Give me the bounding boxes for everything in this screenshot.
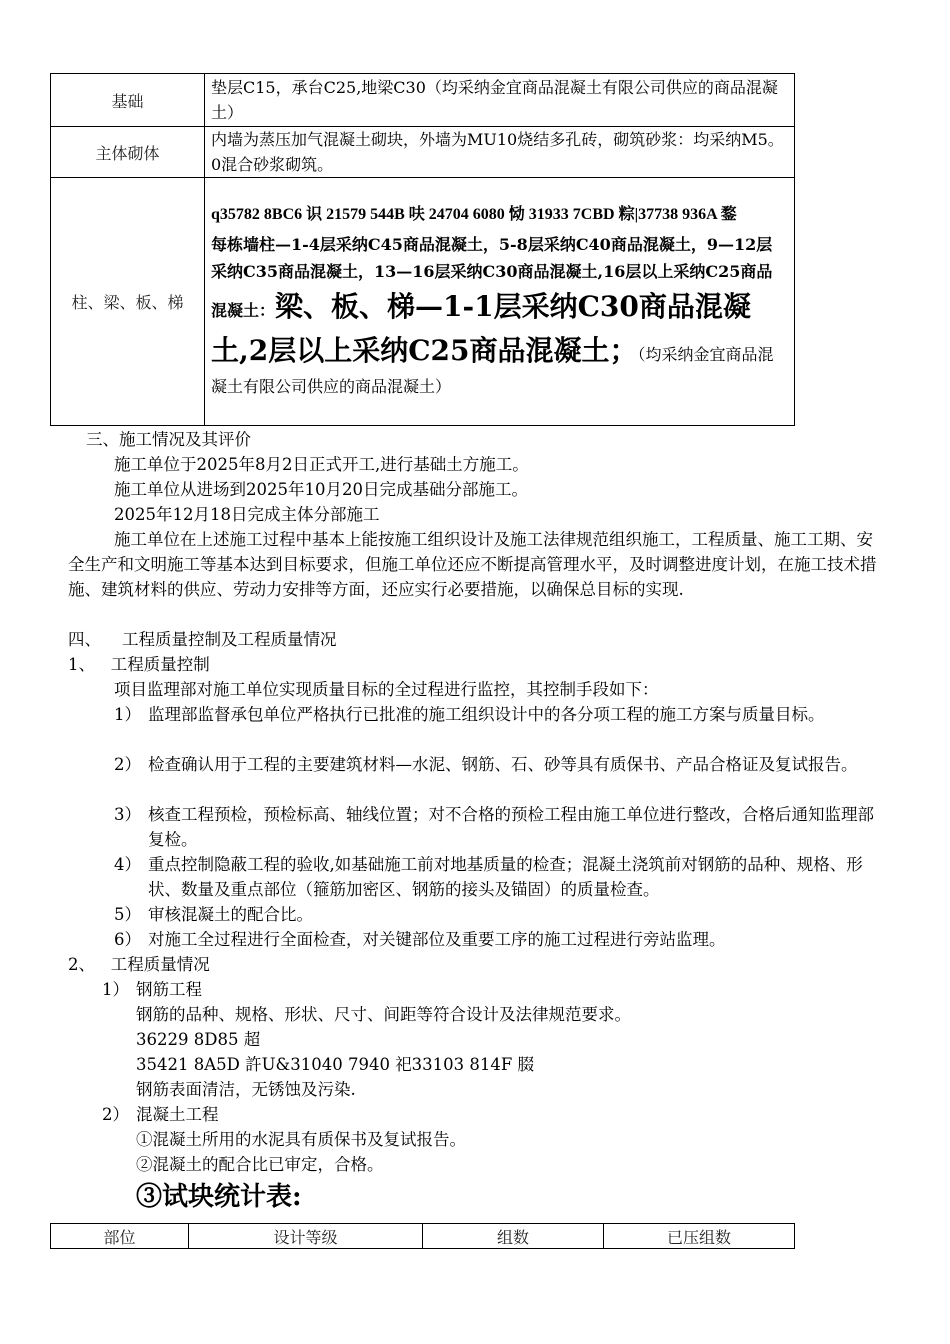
list-item: 监理部监督承包单位严格执行已批准的施工组织设计中的各分项工程的施工方案与质量目标。 <box>148 705 825 724</box>
list-item: 核查工程预检，预检标高、轴线位置；对不合格的预检工程由施工单位进行整改，合格后通知监理部复检。 <box>148 805 874 849</box>
subsection-heading: 1、 工程质量控制 <box>68 655 210 674</box>
column-header: 组数 <box>423 1224 604 1249</box>
paragraph: ①混凝土所用的水泥具有质保书及复试报告。 <box>136 1130 466 1149</box>
paragraph: 钢筋表面清洁，无锈蚀及污染. <box>136 1080 356 1099</box>
list-item: 重点控制隐蔽工程的验收,如基础施工前对地基质量的检查；混凝土浇筑前对钢筋的品种、规格、形状、数量及重点部位（箍筋加密区、钢筋的接头及锚固）的质量检查。 <box>148 855 863 899</box>
list-item: 检查确认用于工程的主要建筑材料—水泥、钢筋、石、砂等具有质保书、产品合格证及复试报告。 <box>148 755 858 774</box>
list-number: 6） <box>114 930 141 949</box>
row-value-structure <box>205 178 795 426</box>
table-header-row <box>51 1224 795 1249</box>
list-item: 对施工全过程进行全面检查，对关键部位及重要工序的施工过程进行旁站监理。 <box>148 930 726 949</box>
garbled-text: 36229 8D85 超 <box>136 1030 261 1049</box>
paragraph: 施工单位于2025年8月2日正式开工,进行基础土方施工。 <box>114 455 529 474</box>
column-header: 部位 <box>51 1224 189 1249</box>
steel-title: 钢筋工程 <box>136 980 202 999</box>
paragraph: 施工单位从进场到2025年10月20日完成基础分部施工。 <box>114 480 528 499</box>
list-item: 审核混凝土的配合比。 <box>148 905 313 924</box>
test-block-heading: ③试块统计表: <box>136 1182 302 1212</box>
list-number: 5） <box>114 905 141 924</box>
row-value-foundation: 垫层C15，承台C25,地梁C30（均采纳金宜商品混凝土有限公司供应的商品混凝土） <box>205 74 795 127</box>
row-label-masonry: 主体砌体 <box>51 127 205 178</box>
subsection-heading: 2、 工程质量情况 <box>68 955 210 974</box>
row-label-structure: 柱、梁、板、梯 <box>51 178 205 426</box>
beams-spec: 梁、板、梯—1-1层采纳C30商品混凝土,2层以上采纳C25商品混凝土； <box>211 290 751 367</box>
list-number: 4） <box>114 855 141 874</box>
paragraph: 2025年12月18日完成主体分部施工 <box>114 505 380 524</box>
row-label-foundation: 基础 <box>51 74 205 127</box>
section-3-heading: 三、施工情况及其评价 <box>86 430 251 449</box>
list-number: 1） <box>102 980 129 999</box>
column-header: 设计等级 <box>189 1224 423 1249</box>
column-header: 已压组数 <box>604 1224 795 1249</box>
list-number: 2） <box>102 1105 129 1124</box>
table-row <box>51 74 795 127</box>
list-number: 2） <box>114 755 141 774</box>
columns-spec: 每栋墙柱—1-4层采纳C45商品混凝土，5-8层采纳C40商品混凝土，9—12层采纳C35商品混凝土，13—16层采纳C30商品混凝土,16层以上采纳C25商品混凝土： <box>211 235 773 320</box>
paragraph: 项目监理部对施工单位实现质量目标的全过程进行监控，其控制手段如下： <box>114 680 659 699</box>
list-number: 1） <box>114 705 141 724</box>
materials-table <box>50 73 795 426</box>
list-number: 3） <box>114 805 141 824</box>
section-4-heading: 四、 工程质量控制及工程质量情况 <box>68 630 337 649</box>
test-block-table <box>50 1223 795 1249</box>
garbled-text: 35421 8A5D 許U&31040 7940 祀33103 814F 腏 <box>136 1055 535 1074</box>
paragraph: 钢筋的品种、规格、形状、尺寸、间距等符合设计及法律规范要求。 <box>136 1005 631 1024</box>
concrete-title: 混凝土工程 <box>136 1105 219 1124</box>
row-value-masonry: 内墙为蒸压加气混凝土砌块，外墙为MU10烧结多孔砖，砌筑砂浆：均采纳M5。0混合砂浆砌筑。 <box>205 127 795 178</box>
table-row <box>51 178 795 426</box>
paragraph: 施工单位在上述施工过程中基本上能按施工组织设计及施工法律规范组织施工，工程质量、施工工期、安全生产和文明施工等基本达到目标要求，但施工单位还应不断提高管理水平，及时调整进度计划，在施工技术措施、建筑材料的供应、劳动力安排等方面，还应实行必要措施，以确保总目标的实现. <box>68 530 877 599</box>
table-row <box>51 127 795 178</box>
supplier-note: （均采纳金宜商品混凝土有限公司供应的商品混凝土） <box>211 345 774 396</box>
paragraph: ②混凝土的配合比已审定，合格。 <box>136 1155 384 1174</box>
garbled-text: q35782 8BC6 识 21579 544B 呋 24704 6080 恸 31933 7CBD 粽|37738 936A 鍪 <box>211 206 737 223</box>
